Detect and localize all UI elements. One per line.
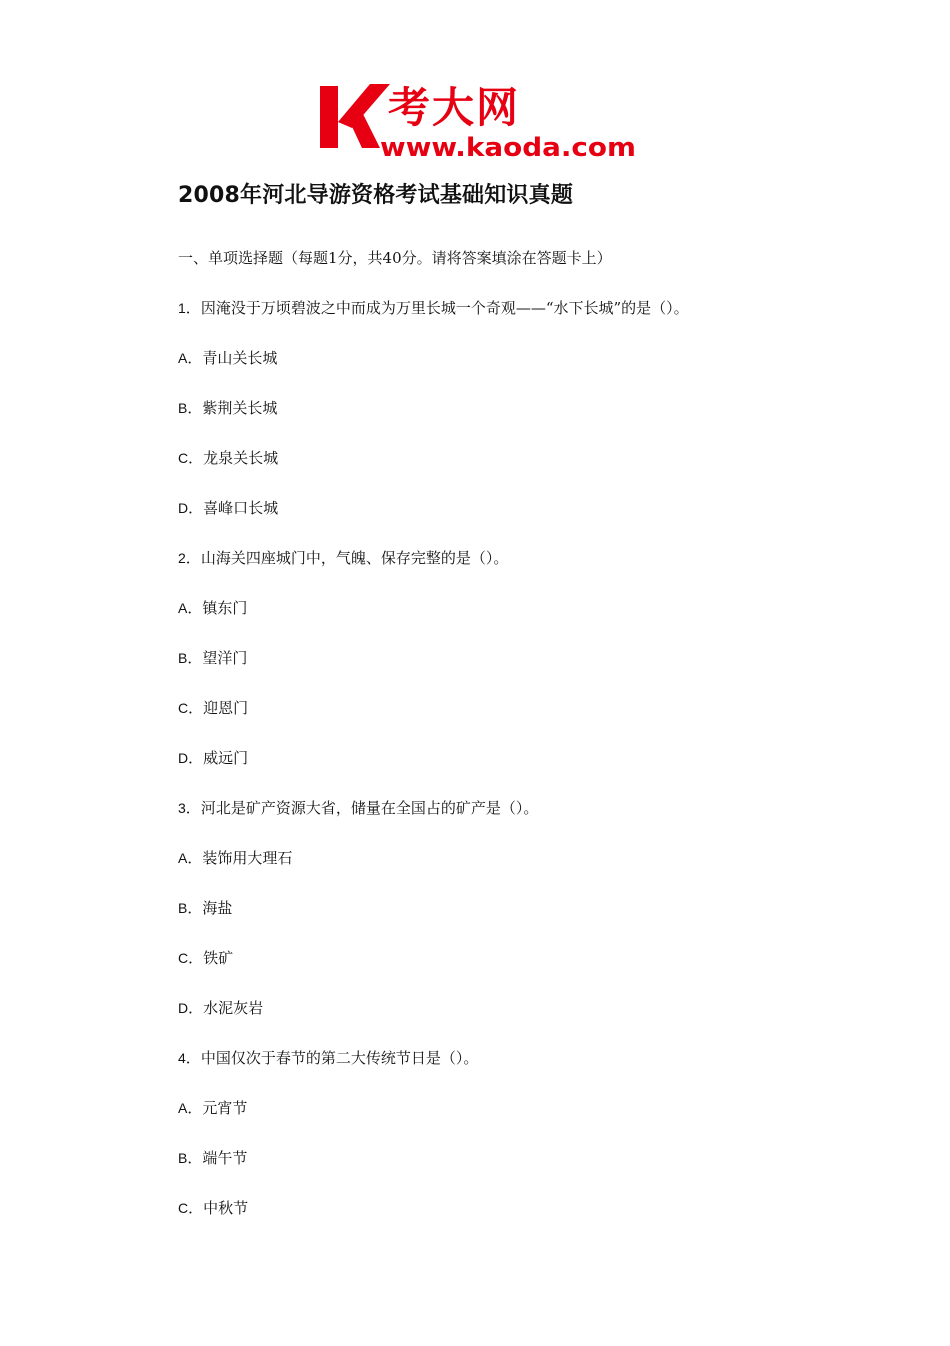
option-text: 镇东门: [202, 599, 248, 617]
option-3c: C．铁矿: [178, 949, 234, 967]
option-text: 水泥灰岩: [203, 999, 264, 1017]
option-label: C: [178, 700, 189, 716]
option-label: A: [178, 1100, 188, 1116]
option-4a: A．元宵节: [178, 1099, 248, 1117]
option-label: B: [178, 900, 188, 916]
option-text: 装饰用大理石: [202, 849, 293, 867]
question-number: 3: [178, 800, 186, 816]
option-text: 铁矿: [203, 949, 234, 967]
option-text: 海盐: [202, 899, 233, 917]
option-text: 望洋门: [202, 649, 248, 667]
page-title: 2008年河北导游资格考试基础知识真题: [178, 183, 574, 208]
option-text: 威远门: [203, 749, 249, 767]
option-label: B: [178, 400, 188, 416]
question-4: 4．中国仅次于春节的第二大传统节日是（）。: [178, 1049, 479, 1067]
option-text: 中秋节: [203, 1199, 249, 1217]
option-text: 龙泉关长城: [203, 449, 279, 467]
option-text: 端午节: [202, 1149, 248, 1167]
option-label: B: [178, 1150, 188, 1166]
option-label: C: [178, 450, 189, 466]
option-2d: D．威远门: [178, 749, 249, 767]
exam-content: [178, 245, 818, 1245]
option-label: C: [178, 1200, 189, 1216]
logo-url: www.kaoda.com: [380, 133, 636, 160]
question-2: 2．山海关四座城门中，气魄、保存完整的是（）。: [178, 549, 509, 567]
option-2b: B．望洋门: [178, 649, 248, 667]
option-4b: B．端午节: [178, 1149, 248, 1167]
option-4c: C．中秋节: [178, 1199, 249, 1217]
option-3b: B．海盐: [178, 899, 233, 917]
section-heading: 一、单项选择题（每题1分，共40分。请将答案填涂在答题卡上）: [178, 249, 612, 267]
question-3: 3．河北是矿产资源大省，储量在全国占的矿产是（）。: [178, 799, 539, 817]
question-1: 1．因淹没于万顷碧波之中而成为万里长城一个奇观——“水下长城”的是（）。: [178, 299, 689, 317]
question-number: 1: [178, 300, 186, 316]
option-label: D: [178, 1000, 189, 1016]
option-label: C: [178, 950, 189, 966]
option-1b: B．紫荆关长城: [178, 399, 278, 417]
option-label: A: [178, 850, 188, 866]
option-text: 迎恩门: [203, 699, 249, 717]
option-1a: A．青山关长城: [178, 349, 278, 367]
question-text: 中国仅次于春节的第二大传统节日是（）。: [200, 1049, 479, 1067]
option-label: A: [178, 350, 188, 366]
question-text: 因淹没于万顷碧波之中而成为万里长城一个奇观——“水下长城”的是（）。: [200, 299, 689, 317]
option-3a: A．装饰用大理石: [178, 849, 293, 867]
question-text: 山海关四座城门中，气魄、保存完整的是（）。: [200, 549, 509, 567]
option-3d: D．水泥灰岩: [178, 999, 264, 1017]
option-text: 紫荆关长城: [202, 399, 278, 417]
option-label: A: [178, 600, 188, 616]
question-text: 河北是矿产资源大省，储量在全国占的矿产是（）。: [200, 799, 539, 817]
option-2a: A．镇东门: [178, 599, 248, 617]
option-label: D: [178, 500, 189, 516]
option-1d: D．喜峰口长城: [178, 499, 279, 517]
question-number: 2: [178, 550, 186, 566]
logo-brand-cn: 考大网: [388, 83, 521, 132]
option-text: 青山关长城: [202, 349, 278, 367]
option-2c: C．迎恩门: [178, 699, 249, 717]
option-1c: C．龙泉关长城: [178, 449, 279, 467]
option-label: D: [178, 750, 189, 766]
question-number: 4: [178, 1050, 186, 1066]
kaoda-logo: [318, 78, 640, 160]
option-label: B: [178, 650, 188, 666]
option-text: 元宵节: [202, 1099, 248, 1117]
option-text: 喜峰口长城: [203, 499, 279, 517]
